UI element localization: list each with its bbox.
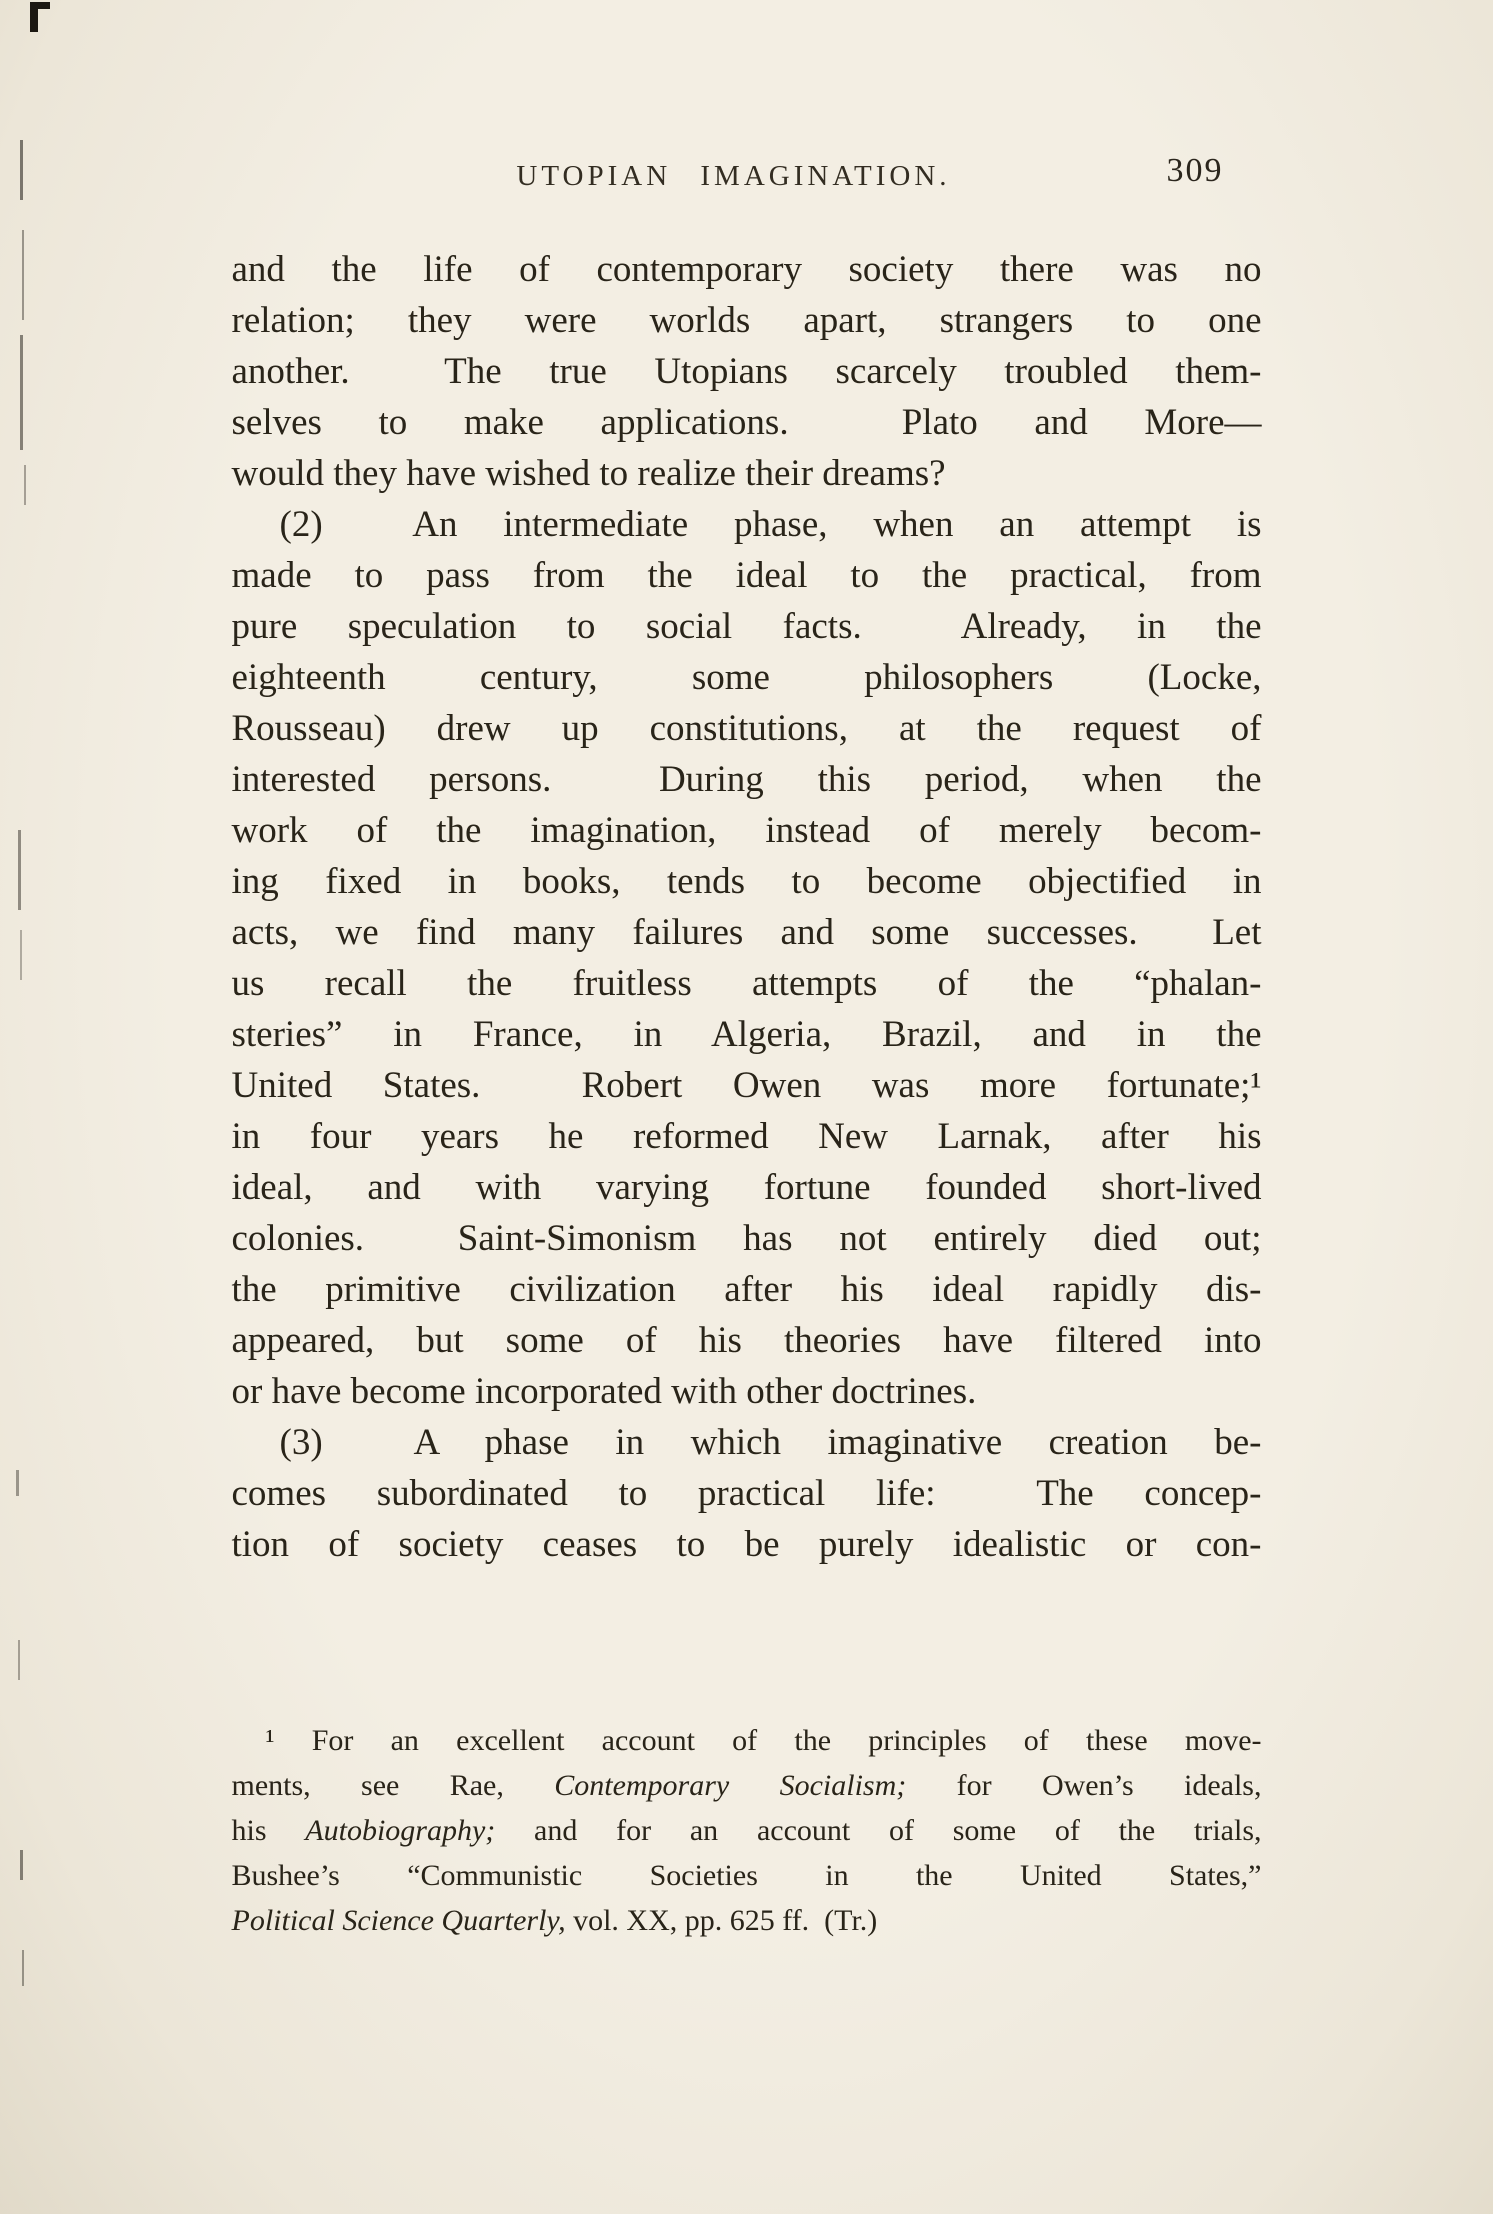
text-line: the primitive civilization after his ideal rapidly dis- [231, 1269, 1262, 1310]
footnote-text: his [231, 1814, 306, 1847]
paragraph [232, 499, 1262, 1417]
scan-artifact [18, 830, 21, 910]
footnote-text: and for an account of some of the trials, [495, 1814, 1262, 1847]
text-line: us recall the fruitless attempts of the “phalan- [231, 963, 1262, 1004]
footnote-line [232, 1808, 1262, 1853]
text-line: another. The true Utopians scarcely troubled them- [231, 351, 1262, 392]
footnote-line [232, 1898, 1262, 1943]
text-line: work of the imagination, instead of merely becom- [231, 810, 1262, 851]
paragraph [232, 1417, 1262, 1570]
footnote-line [232, 1853, 1262, 1898]
text-line: relation; they were worlds apart, strangers to one [231, 300, 1262, 341]
scan-artifact [20, 1850, 23, 1880]
text-line: ideal, and with varying fortune founded short-lived [231, 1167, 1262, 1208]
text-line: ing fixed in books, tends to become objectified in [231, 861, 1262, 902]
text-line: in four years he reformed New Larnak, after his [231, 1116, 1262, 1157]
footnote [232, 1718, 1262, 1943]
text-line: comes subordinated to practical life: The concep- [231, 1473, 1262, 1514]
body-text [232, 244, 1262, 1570]
running-title: UTOPIAN IMAGINATION. [516, 160, 951, 192]
text-line: (2) An intermediate phase, when an attempt is [279, 504, 1262, 545]
footnote-text: vol. XX, pp. 625 ff. (Tr.) [565, 1904, 878, 1937]
scan-artifact [20, 930, 22, 980]
scan-artifact [22, 230, 24, 320]
footnote-line [232, 1763, 1262, 1808]
text-line: eighteenth century, some philosophers (Locke, [231, 657, 1262, 698]
footnote-italic-text: Political Science Quarterly, [231, 1904, 566, 1937]
text-line: tion of society ceases to be purely idealistic or con- [231, 1524, 1262, 1565]
text-line: Rousseau) drew up constitutions, at the request of [231, 708, 1262, 749]
scan-artifact [20, 335, 23, 450]
text-line: and the life of contemporary society there was no [231, 249, 1262, 290]
footnote-line [232, 1718, 1262, 1763]
text-line: would they have wished to realize their dreams? [231, 453, 946, 494]
text-line: United States. Robert Owen was more fortunate;¹ [231, 1065, 1262, 1106]
text-line: made to pass from the ideal to the practical, from [231, 555, 1262, 596]
page-number: 309 [1166, 152, 1224, 189]
text-line: steries” in France, in Algeria, Brazil, and in the [231, 1014, 1262, 1055]
scan-artifact [24, 465, 26, 505]
footnote-text: ¹ For an excellent account of the principles of these move- [265, 1724, 1262, 1757]
text-line: or have become incorporated with other doctrines. [231, 1371, 977, 1412]
text-line: pure speculation to social facts. Already, in the [231, 606, 1262, 647]
footnote-italic-text: Contemporary Socialism; [554, 1769, 907, 1802]
text-column [232, 0, 1262, 1943]
scan-artifact [16, 1470, 19, 1496]
text-line: selves to make applications. Plato and More— [231, 402, 1262, 443]
footnote-text: for Owen’s ideals, [906, 1769, 1262, 1802]
paragraph [232, 244, 1262, 499]
scan-artifact [18, 1640, 20, 1680]
scan-artifact [20, 140, 23, 200]
text-line: appeared, but some of his theories have filtered into [231, 1320, 1262, 1361]
text-line: (3) A phase in which imaginative creation be- [279, 1422, 1262, 1463]
scan-artifact [30, 2, 50, 9]
footnote-text: Bushee’s “Communistic Societies in the United States,” [231, 1859, 1262, 1892]
text-line: interested persons. During this period, when the [231, 759, 1262, 800]
scan-artifact [22, 1950, 24, 1986]
footnote-text: ments, see Rae, [231, 1769, 555, 1802]
footnote-italic-text: Autobiography; [305, 1814, 496, 1847]
text-line: acts, we find many failures and some successes. Let [231, 912, 1262, 953]
page-header [232, 152, 1262, 204]
text-line: colonies. Saint-Simonism has not entirely died out; [231, 1218, 1262, 1259]
